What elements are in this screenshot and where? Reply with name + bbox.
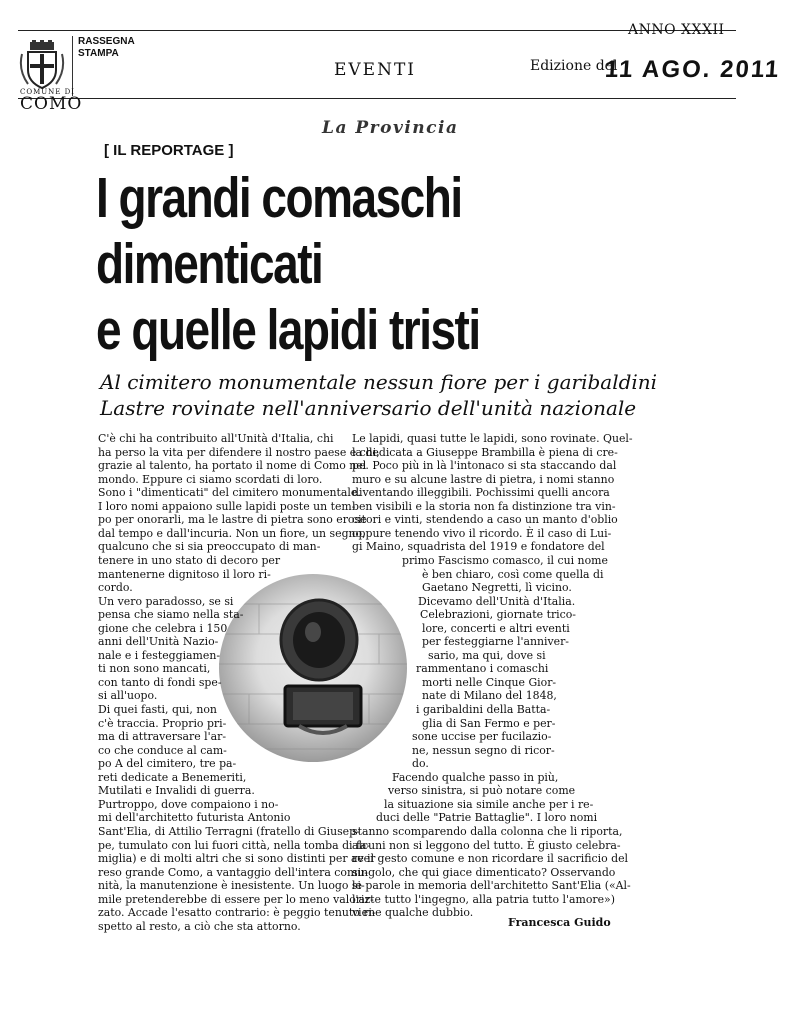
right-column-line: Facendo qualche passo in più, bbox=[392, 770, 559, 784]
left-column-line: nale e i festeggiamen- bbox=[98, 648, 221, 662]
right-column-line: citori e vinti, stendendo a caso un manto d'oblio bbox=[352, 513, 618, 527]
right-column-line: re il gesto comune e non ricordare il sacrificio del bbox=[352, 852, 629, 866]
right-column-line: Le lapidi, quasi tutte le lapidi, sono rovinate. Quel- bbox=[352, 432, 633, 445]
logo-divider bbox=[72, 36, 73, 96]
right-column-line: ne, nessun segno di ricor- bbox=[412, 743, 555, 757]
left-column-line: mantenerne dignitoso il loro ri- bbox=[98, 567, 271, 581]
author-signature: Francesca Guido bbox=[508, 916, 611, 929]
right-column-line: gi Maino, squadrista del 1919 e fondatore del bbox=[352, 540, 605, 554]
left-column-line: con tanto di fondi spe- bbox=[98, 675, 222, 689]
right-column-line: è ben chiaro, così come quella di bbox=[422, 567, 604, 581]
right-column-line: ben visibili e la storia non fa distinzione tra vin- bbox=[352, 499, 616, 513]
volume-label: ANNO XXXII bbox=[628, 22, 725, 38]
right-column-line: sario, ma qui, dove si bbox=[428, 648, 546, 662]
left-column-line: reso grande Como, a vantaggio dell'intera comu- bbox=[98, 865, 368, 879]
right-column-line: glia di San Fermo e per- bbox=[422, 716, 556, 730]
left-column-line: I loro nomi appaiono sulle lapidi poste un tem- bbox=[98, 499, 356, 513]
right-column-line: oppure tenendo vivo il ricordo. È il caso di Lui- bbox=[352, 526, 612, 540]
left-column-line: pensa che siamo nella sta- bbox=[98, 608, 244, 622]
left-column-line: ma di attraversare l'ar- bbox=[98, 730, 226, 744]
edition-label: Edizione del bbox=[530, 58, 618, 74]
right-column-line: duci delle "Patrie Battaglie". I loro nomi bbox=[376, 811, 598, 825]
right-column-line: sone uccise per fucilazio- bbox=[412, 730, 552, 744]
left-column-line: miglia) e di molti altri che si sono distinti per aver bbox=[98, 852, 376, 866]
right-column-line: la situazione sia simile anche per i re- bbox=[384, 797, 594, 811]
subheadline-line-2: Lastre rovinate nell'anniversario dell'unità nazionale bbox=[100, 396, 637, 420]
right-column-line: stanno scomparendo dalla colonna che li riporta, bbox=[352, 824, 623, 838]
left-column-line: mondo. Eppure ci siamo scordati di loro. bbox=[98, 472, 323, 486]
left-column-line: nità, la manutenzione è inesistente. Un luogo si- bbox=[98, 879, 365, 893]
right-column-line: muro e su alcune lastre di pietra, i nomi stanno bbox=[352, 472, 615, 486]
rassegna-stampa-label bbox=[78, 36, 135, 60]
left-column-line: pe, tumulato con lui fuori città, nella tomba di fa- bbox=[98, 838, 371, 852]
left-column-line: Sono i "dimenticati" del cimitero monumentale. bbox=[98, 486, 361, 500]
left-column-line: anni dell'Unità Nazio- bbox=[98, 635, 219, 649]
left-column-line: po per onorarli, ma le lastre di pietra sono erose bbox=[98, 513, 367, 527]
right-column-line: diventando illeggibili. Pochissimi quelli ancora bbox=[352, 486, 610, 500]
left-column-line: si all'uopo. bbox=[98, 689, 158, 703]
left-column-line: dal tempo e dall'incuria. Non un fiore, un segno, bbox=[98, 526, 366, 540]
coat-of-arms-icon bbox=[18, 40, 66, 92]
left-column-line: Purtroppo, dove compaiono i no- bbox=[98, 797, 279, 811]
right-column-line: per festeggiarne l'anniver- bbox=[422, 635, 569, 649]
left-column-line: ti non sono mancati, bbox=[98, 662, 211, 676]
left-column-line: c'è traccia. Proprio pri- bbox=[98, 716, 227, 730]
left-column-line: mile pretenderebbe di essere per lo meno valoriz- bbox=[98, 892, 374, 906]
comune-label: COMUNE DI bbox=[20, 88, 75, 96]
left-column-line: tenere in uno stato di decoro per bbox=[98, 553, 281, 567]
left-column-line: mi dell'architetto futurista Antonio bbox=[98, 811, 291, 825]
right-column-line: l'arte tutto l'ingegno, alla patria tutto l'amore») bbox=[352, 892, 615, 906]
right-column-line: primo Fascismo comasco, il cui nome bbox=[402, 553, 608, 567]
right-column-line: singolo, che qui giace dimenticato? Osservando bbox=[352, 865, 616, 879]
left-column-line: C'è chi ha contribuito all'Unità d'Italia, chi bbox=[98, 432, 334, 445]
left-column-line: spetto al resto, a ciò che sta attorno. bbox=[98, 919, 301, 933]
left-column-line: grazie al talento, ha portato il nome di Como nel bbox=[98, 459, 367, 473]
newspaper-masthead: La Provincia bbox=[322, 118, 459, 138]
como-label: COMO bbox=[20, 94, 83, 114]
right-column-line: pe. Poco più in là l'intonaco si sta staccando dal bbox=[352, 459, 617, 473]
tombstone-photo bbox=[219, 574, 407, 762]
edition-date-stamp: 11 AGO. 2011 bbox=[604, 56, 782, 83]
left-column-line: zato. Accade l'esatto contrario: è peggio tenuto ri- bbox=[98, 906, 376, 920]
right-column-line: rammentano i comaschi bbox=[416, 662, 549, 676]
right-column-line: nate di Milano del 1848, bbox=[422, 689, 557, 703]
left-column-line: reti dedicate a Benemeriti, bbox=[98, 770, 247, 784]
rassegna-line: RASSEGNA bbox=[78, 36, 135, 47]
left-column-line: gione che celebra i 150 bbox=[98, 621, 228, 635]
left-column-line: Sant'Elia, di Attilio Terragni (fratello di Giusep- bbox=[98, 824, 360, 838]
left-column-line: Mutilati e Invalidi di guerra. bbox=[98, 784, 255, 798]
right-column-line: alcuni non si leggono del tutto. È giusto celebra- bbox=[352, 838, 621, 852]
right-column-line: lore, concerti e altri eventi bbox=[422, 621, 570, 635]
right-column-line: viene qualche dubbio. bbox=[352, 906, 474, 920]
left-column-line: Di quei fasti, qui, non bbox=[98, 703, 217, 716]
headline-line-2: dimenticati bbox=[96, 232, 323, 296]
left-column-line: po A del cimitero, tre pa- bbox=[98, 757, 237, 771]
right-column-line: Dicevamo dell'Unità d'Italia. bbox=[418, 594, 576, 608]
left-column-line: co che conduce al cam- bbox=[98, 743, 227, 757]
right-column-line: morti nelle Cinque Gior- bbox=[422, 675, 557, 689]
left-column-line: ha perso la vita per difendere il nostro paese e chi, bbox=[98, 445, 380, 459]
subheadline-line-1: Al cimitero monumentale nessun fiore per i garibaldini bbox=[100, 370, 658, 394]
section-title: EVENTI bbox=[334, 60, 417, 80]
right-column-line: Gaetano Negretti, lì vicino. bbox=[422, 581, 572, 595]
left-column-line: qualcuno che si sia preoccupato di man- bbox=[98, 540, 321, 554]
right-column-line: la dedicata a Giuseppe Brambilla è piena di cre- bbox=[352, 445, 618, 459]
right-column-line: verso sinistra, si può notare come bbox=[388, 784, 576, 798]
right-column-line: i garibaldini della Batta- bbox=[416, 703, 551, 716]
header-bottom-rule bbox=[18, 98, 736, 99]
right-column-line: le parole in memoria dell'architetto Sant'Elia («Al- bbox=[352, 879, 631, 893]
headline-line-1: I grandi comaschi bbox=[96, 166, 462, 230]
article-kicker: [ IL REPORTAGE ] bbox=[104, 142, 234, 159]
stampa-line: STAMPA bbox=[78, 48, 119, 59]
right-column-line: Celebrazioni, giornate trico- bbox=[420, 608, 576, 622]
headline-line-3: e quelle lapidi tristi bbox=[96, 298, 480, 362]
left-column-line: Un vero paradosso, se si bbox=[98, 594, 234, 608]
left-column-line: cordo. bbox=[98, 581, 133, 595]
right-column-line: do. bbox=[412, 757, 429, 771]
